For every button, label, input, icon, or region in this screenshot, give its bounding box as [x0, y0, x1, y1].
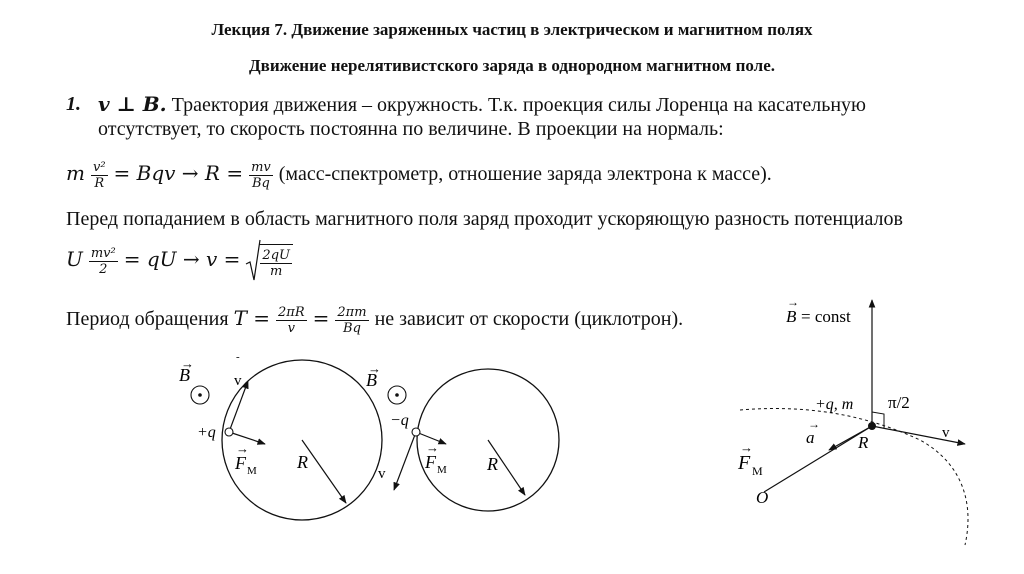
b-label: B: [366, 370, 377, 390]
formula1-frac1-den: R: [94, 176, 105, 191]
charge-label: +q: [197, 424, 216, 441]
b-const-text: = const: [801, 307, 851, 326]
v-vector-bar-icon: -: [236, 351, 240, 363]
velocity-arrow: [872, 426, 965, 444]
v-label: v: [234, 373, 242, 389]
period-eq: =: [312, 306, 330, 331]
b-vector-arrow-icon: →: [787, 295, 799, 309]
trajectory-dashed: [740, 409, 968, 545]
formula1-frac2-den: Bq: [251, 176, 270, 191]
item-number: 1.: [66, 93, 81, 115]
radius-label: R: [487, 454, 498, 474]
formula1-comment: (масс-спектрометр, отношение заряда электрона к массе).: [278, 163, 772, 186]
charge-label: −q: [390, 412, 409, 429]
a-label: a: [806, 428, 815, 447]
item1-text-line2: отсутствует, то скорость постоянна по величине. В проекции на нормаль:: [98, 118, 724, 140]
force-label: F: [235, 453, 246, 473]
diagram-left-positive-charge: [179, 351, 382, 520]
charge-marker: [412, 428, 420, 436]
formula2-frac-den: 2: [99, 262, 108, 277]
period-frac2-den: Bq: [343, 321, 361, 336]
force-sub-label: M: [752, 464, 763, 478]
b-const-label: B: [786, 307, 797, 326]
angle-label: π/2: [888, 393, 910, 412]
period-frac1-den: v: [287, 321, 296, 336]
force-label: F: [425, 452, 436, 472]
charge-marker: [225, 428, 233, 436]
formula2-sqrt-num: 2qU: [262, 248, 290, 263]
b-vector-arrow-icon: →: [368, 361, 381, 376]
formula2-mid: = qU → v =: [123, 247, 241, 272]
charge-point: [868, 422, 876, 430]
diagram-right-3d: [737, 295, 968, 545]
formula2-frac-num: mv²: [90, 246, 116, 261]
f-vector-arrow-icon: →: [426, 440, 439, 455]
force-sub-label: M: [247, 465, 257, 477]
period-frac1-num: 2πR: [278, 305, 305, 320]
radius-label: R: [297, 452, 308, 472]
b-label: B: [179, 365, 190, 385]
item1-condition: v ⊥ B.: [98, 92, 167, 116]
o-label: O: [756, 488, 769, 507]
f-vector-arrow-icon: →: [236, 441, 249, 456]
period-frac2-num: 2πm: [337, 305, 367, 320]
formula1-m: m: [66, 161, 85, 186]
formula1-mid: = Bqv → R =: [113, 161, 244, 186]
radius-arrow: [302, 440, 346, 503]
b-field-dot-icon: [395, 393, 399, 397]
b-vector-arrow-icon: →: [181, 356, 194, 371]
period-label: Период обращения: [66, 308, 229, 331]
r-label: R: [858, 433, 869, 452]
formula2-sqrt-den: m: [270, 264, 283, 279]
force-label: F: [738, 452, 751, 474]
para-acceleration: Перед попаданием в область магнитного поля заряд проходит ускоряющую разность потенциалов: [66, 208, 903, 230]
v-label: v: [942, 425, 950, 441]
formula2-U: U: [66, 247, 83, 272]
period-T: T =: [233, 306, 271, 331]
formula1-frac2-num: mv: [251, 160, 271, 175]
formula1-frac1-num: v²: [92, 160, 106, 175]
charge-label: +q, m: [815, 396, 854, 413]
radius-line: [764, 426, 872, 492]
lecture-title: Лекция 7. Движение заряженных частиц в электрическом и магнитном полях: [211, 20, 813, 39]
v-label: v: [378, 466, 386, 482]
velocity-arrow: [394, 432, 416, 490]
item1-text-line1: Траектория движения – окружность. Т.к. проекция силы Лоренца на касательную: [171, 94, 866, 116]
force-sub-label: M: [437, 464, 447, 476]
b-field-dot-icon: [198, 393, 202, 397]
a-vector-arrow-icon: →: [808, 417, 820, 431]
period-comment: не зависит от скорости (циклотрон).: [374, 308, 684, 331]
diagram-mid-negative-charge: [366, 361, 559, 511]
section-subtitle: Движение нерелятивистского заряда в однородном магнитном поле.: [248, 56, 776, 75]
f-vector-arrow-icon: →: [740, 440, 753, 455]
